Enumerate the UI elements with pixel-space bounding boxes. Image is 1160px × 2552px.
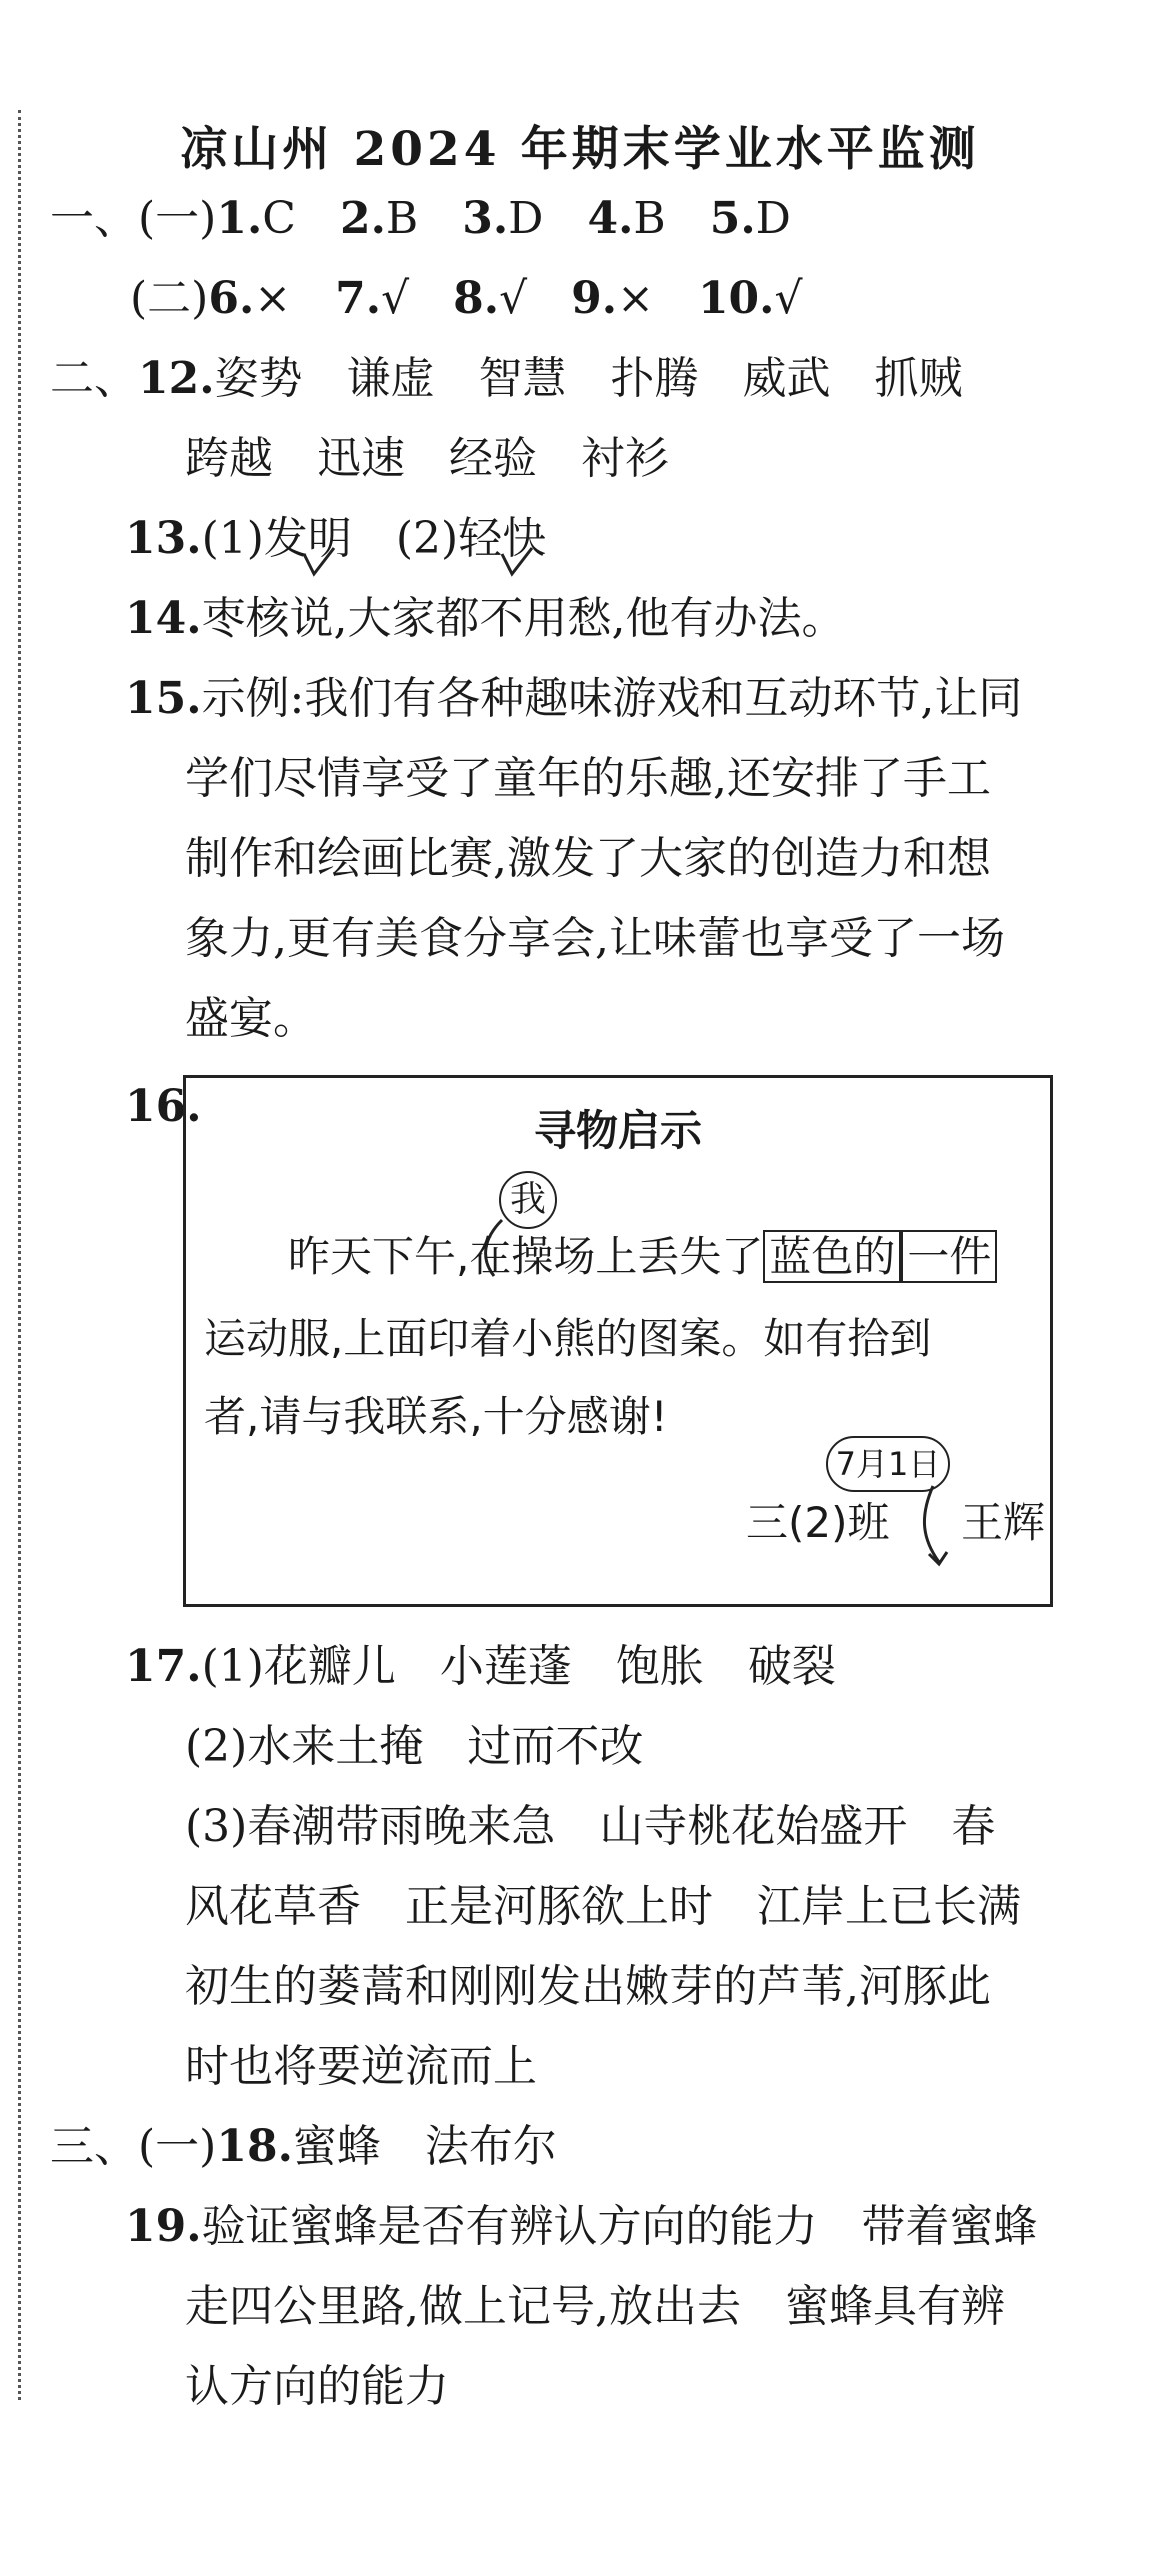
signature-name: 王辉 [961,1498,1046,1547]
q12-number: 12. [138,353,215,404]
q15-line-4: 象力,更有美食分享会,让味蕾也享受了一场 [185,913,1005,964]
q17-line-2: (2)水来土掩 过而不改 [185,1721,644,1772]
q4-answer: B [633,193,666,244]
q12-line-2: 跨越 迅速 经验 衬衫 [185,433,669,484]
notice-line-2: 运动服,上面印着小熊的图案。如有拾到 [204,1314,932,1363]
q18-number: 18. [216,2121,293,2172]
q17-answer: (1)花瓣儿 小莲蓬 饱胀 破裂 [201,1641,836,1692]
notice-line-1-start: 昨天下午, [204,1232,470,1281]
q2-answer: B [385,193,419,244]
q9-answer: × [617,273,654,324]
q15-line-2: 学们尽情享受了童年的乐趣,还安排了手工 [185,753,991,804]
q8-number: 8. [453,273,500,324]
q13-number: 13. [125,513,202,564]
notice-line-3: 者,请与我联系,十分感谢! [204,1392,668,1441]
notice-title: 寻物启示 [533,1106,702,1155]
notice-line-1-middle: 在操场上丢失了 [469,1232,764,1281]
q18-answer: 蜜蜂 法布尔 [292,2121,557,2172]
boxed-word-one-piece: 一件 [901,1230,997,1283]
tone-check-mark-1 [300,548,340,578]
q9-number: 9. [571,273,618,324]
q17-line-5: 初生的蒌蒿和刚刚发出嫩芽的芦苇,河豚此 [185,1961,991,2012]
q19-answer: 验证蜜蜂是否有辨认方向的能力 带着蜜蜂 [201,2201,1038,2252]
tone-check-mark-2 [498,548,538,578]
q15-line-3: 制作和绘画比赛,激发了大家的创造力和想 [185,833,991,884]
q17-line-6: 时也将要逆流而上 [185,2041,537,2092]
q14-answer: 枣核说,大家都不用愁,他有办法。 [201,593,846,644]
insert-word-circle: 我 [499,1171,557,1229]
q18-line [50,2121,557,2172]
lost-item-notice [183,1075,1053,1607]
q7-number: 7. [335,273,382,324]
q7-answer: √ [381,273,410,324]
q10-answer: √ [774,273,803,324]
q1-number: 1. [216,193,263,244]
q19-line-1 [125,2201,1038,2252]
page-title: 凉山州 2024 年期末学业水平监测 [180,122,980,177]
q17-line-3: (3)春潮带雨晚来急 山寺桃花始盛开 春 [185,1801,996,1852]
q17-number: 17. [125,1641,202,1692]
q12-answer: 姿势 谦虚 智慧 扑腾 威武 抓贼 [214,353,963,404]
section-1-part-1 [50,193,791,244]
q5-answer: D [755,193,791,244]
q17-line-1 [125,1641,836,1692]
notice-line-1 [204,1232,997,1281]
q19-line-3: 认方向的能力 [185,2361,449,2412]
boxed-word-blue: 蓝色的 [763,1230,901,1283]
q15-line-5: 盛宴。 [185,993,317,1044]
q17-line-4: 风花草香 正是河豚欲上时 江岸上已长满 [185,1881,1021,1932]
q3-answer: D [508,193,544,244]
q8-answer: √ [499,273,528,324]
q15-number: 15. [125,673,202,724]
q3-number: 3. [462,193,509,244]
q2-number: 2. [339,193,386,244]
section-label: (二) [130,273,209,324]
q6-answer: × [254,273,292,324]
q12-line-1 [50,353,963,404]
q19-line-2: 走四公里路,做上记号,放出去 蜜蜂具有辨 [185,2281,1005,2332]
signature-class: 三(2)班 [746,1498,890,1547]
q1-answer: C [262,193,296,244]
q15-line-1 [125,673,1023,724]
q6-number: 6. [208,273,255,324]
binding-dotted-line [18,110,21,2400]
q14-line [125,593,846,644]
q19-number: 19. [125,2201,202,2252]
section-label: 三、(一) [50,2121,217,2172]
date-circle: 7月1日 [826,1436,950,1492]
q14-number: 14. [125,593,202,644]
section-label: 二、 [50,353,138,404]
q16-number: 16. [125,1081,202,1132]
q10-number: 10. [697,273,775,324]
section-1-part-2 [130,273,803,324]
q4-number: 4. [587,193,634,244]
q13-answer: (1)发明 (2)轻快 [201,513,547,564]
section-label: 一、(一) [50,193,217,244]
q5-number: 5. [709,193,756,244]
date-insertion-mark [911,1478,951,1568]
q15-answer: 示例:我们有各种趣味游戏和互动环节,让同 [201,673,1023,724]
